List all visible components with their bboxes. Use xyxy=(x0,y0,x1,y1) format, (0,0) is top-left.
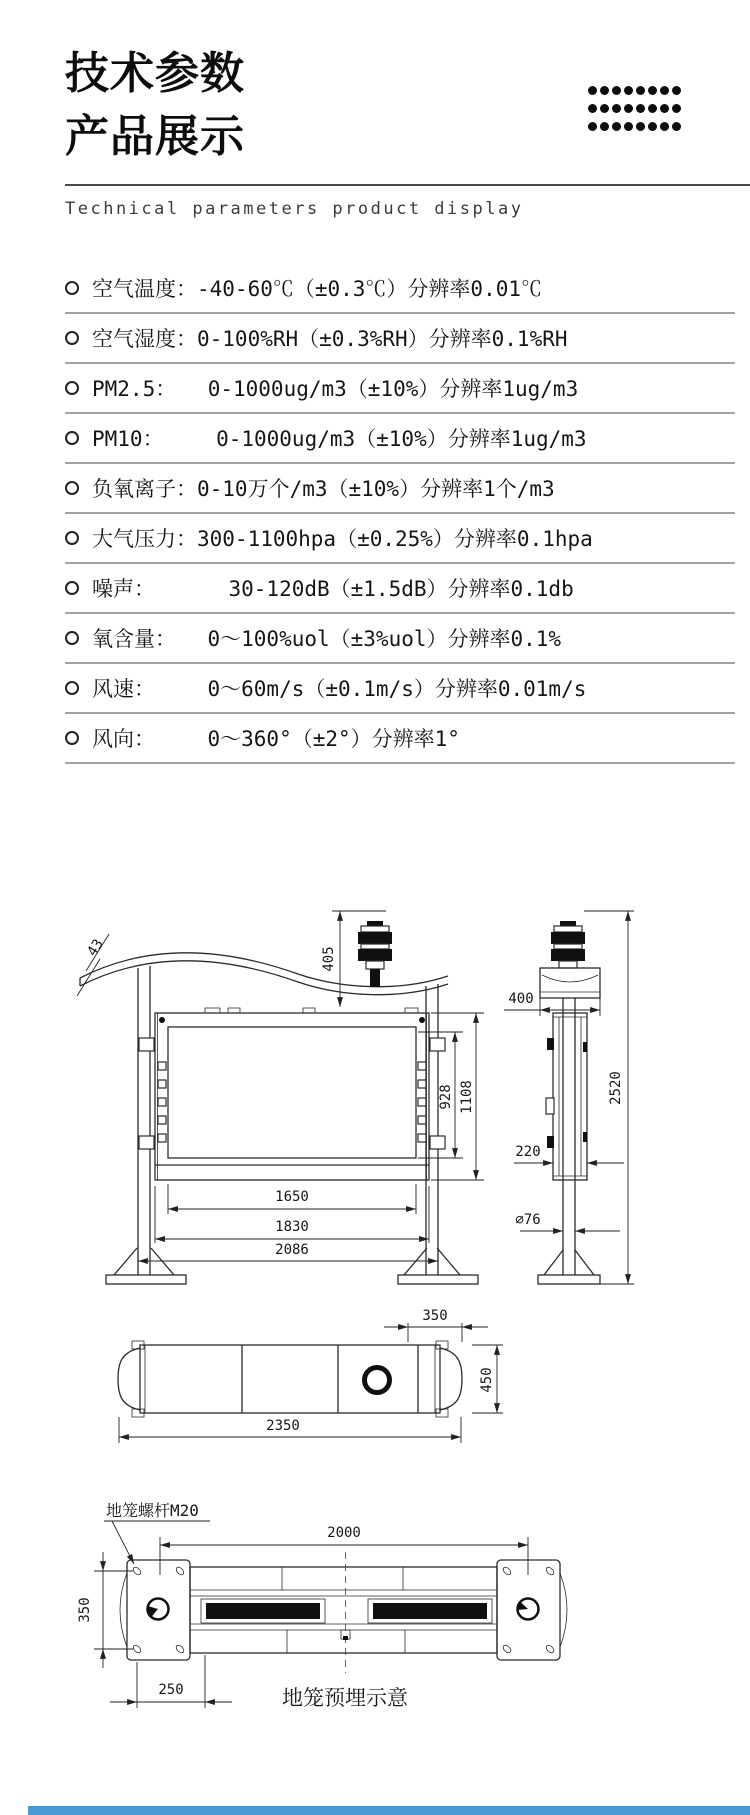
spec-row xyxy=(65,664,735,714)
spec-text: PM2.5： 0-1000ug/m3（±10%）分辨率1ug/m3 xyxy=(92,377,579,401)
spec-text: 噪声： 30-120dB（±1.5dB）分辨率0.1db xyxy=(92,577,574,601)
display-screen-side xyxy=(546,1013,587,1180)
spec-row xyxy=(65,414,735,464)
subtitle: Technical parameters product display xyxy=(65,199,524,219)
dot xyxy=(672,86,681,95)
ground-cage-bolt-label: 地笼螺杆M20 xyxy=(106,1501,199,1520)
dot-grid-decoration xyxy=(588,86,684,140)
spec-text: 风向： 0～360°（±2°）分辨率1° xyxy=(92,727,460,751)
dim-1650-label: 1650 xyxy=(275,1189,309,1205)
dim-250-label: 250 xyxy=(158,1682,184,1698)
dim-350-top-label: 350 xyxy=(422,1308,448,1324)
display-screen-front xyxy=(139,1008,445,1180)
spec-text: 空气温度：-40-60℃（±0.3℃）分辨率0.01℃ xyxy=(92,277,543,301)
spec-text: PM10： 0-1000ug/m3（±10%）分辨率1ug/m3 xyxy=(92,427,587,451)
dot xyxy=(588,122,597,131)
dot xyxy=(672,104,681,113)
dot xyxy=(588,86,597,95)
dot xyxy=(636,86,645,95)
bullet-circle-icon xyxy=(65,281,79,295)
side-foot xyxy=(538,1250,600,1284)
dot xyxy=(612,122,621,131)
dot xyxy=(600,86,609,95)
dot xyxy=(672,122,681,131)
dot xyxy=(600,104,609,113)
footer-accent-bar xyxy=(28,1806,750,1815)
dot xyxy=(600,122,609,131)
bullet-circle-icon xyxy=(65,631,79,645)
spec-text: 氧含量： 0～100%uol（±3%uol）分辨率0.1% xyxy=(92,627,562,651)
bullet-circle-icon xyxy=(65,531,79,545)
dim-2000-label: 2000 xyxy=(327,1525,361,1541)
spec-list xyxy=(65,264,735,764)
spec-text: 空气湿度：0-100%RH（±0.3%RH）分辨率0.1%RH xyxy=(92,327,568,351)
side-view xyxy=(538,921,600,1284)
spec-row xyxy=(65,264,735,314)
bullet-circle-icon xyxy=(65,431,79,445)
spec-row xyxy=(65,614,735,664)
bullet-circle-icon xyxy=(65,581,79,595)
bullet-circle-icon xyxy=(65,331,79,345)
weather-sensor-front xyxy=(358,921,392,987)
sensor-mount-hole xyxy=(365,1368,390,1393)
dot xyxy=(624,122,633,131)
bullet-circle-icon xyxy=(65,381,79,395)
dim-350-foundation-label: 350 xyxy=(77,1597,93,1623)
bullet-circle-icon xyxy=(65,481,79,495)
title-divider xyxy=(65,184,750,186)
dot xyxy=(636,122,645,131)
dim-2520-label: 2520 xyxy=(608,1071,624,1105)
dim-43-label: 43 xyxy=(84,936,107,960)
dim-400-label: 400 xyxy=(508,991,534,1007)
dim-220-label: 220 xyxy=(515,1144,541,1160)
spec-row xyxy=(65,314,735,364)
spec-text: 大气压力：300-1100hpa（±0.25%）分辨率0.1hpa xyxy=(92,527,593,551)
spec-text: 负氧离子：0-10万个/m3（±10%）分辨率1个/m3 xyxy=(92,477,555,501)
ground-cage-frame xyxy=(190,1552,497,1673)
weather-sensor-side xyxy=(551,921,585,968)
dot xyxy=(648,122,657,131)
dim-928-label: 928 xyxy=(438,1084,454,1110)
bullet-circle-icon xyxy=(65,681,79,695)
dot xyxy=(612,86,621,95)
spec-row xyxy=(65,514,735,564)
dot xyxy=(624,104,633,113)
dot xyxy=(660,104,669,113)
foundation-view xyxy=(77,1501,567,1710)
dim-1830-label: 1830 xyxy=(275,1219,309,1235)
dim-1108-label: 1108 xyxy=(459,1080,475,1114)
dim-diameter-76-label: ∅76 xyxy=(515,1212,541,1228)
bullet-circle-icon xyxy=(65,731,79,745)
dot xyxy=(588,104,597,113)
spec-row xyxy=(65,364,735,414)
dot xyxy=(624,86,633,95)
dot xyxy=(648,104,657,113)
dim-2086-label: 2086 xyxy=(275,1242,309,1258)
dim-405-label: 405 xyxy=(321,946,337,972)
header xyxy=(0,0,750,219)
technical-drawings xyxy=(0,780,750,1815)
dot xyxy=(660,122,669,131)
foundation-caption: 地笼预埋示意 xyxy=(282,1686,408,1710)
spec-row xyxy=(65,464,735,514)
dot xyxy=(660,86,669,95)
spec-row xyxy=(65,714,735,764)
spec-row xyxy=(65,564,735,614)
top-view-dimensions xyxy=(119,1308,503,1443)
frame-clips xyxy=(158,1062,426,1142)
title-line-1: 技术参数 xyxy=(65,49,245,98)
dot xyxy=(648,86,657,95)
title-line-2: 产品展示 xyxy=(65,112,245,161)
top-view xyxy=(118,1341,462,1417)
dot xyxy=(612,104,621,113)
dot xyxy=(636,104,645,113)
dim-2350-label: 2350 xyxy=(266,1418,300,1434)
spec-text: 风速： 0～60m/s（±0.1m/s）分辨率0.01m/s xyxy=(92,677,587,701)
dim-450-label: 450 xyxy=(479,1367,495,1393)
